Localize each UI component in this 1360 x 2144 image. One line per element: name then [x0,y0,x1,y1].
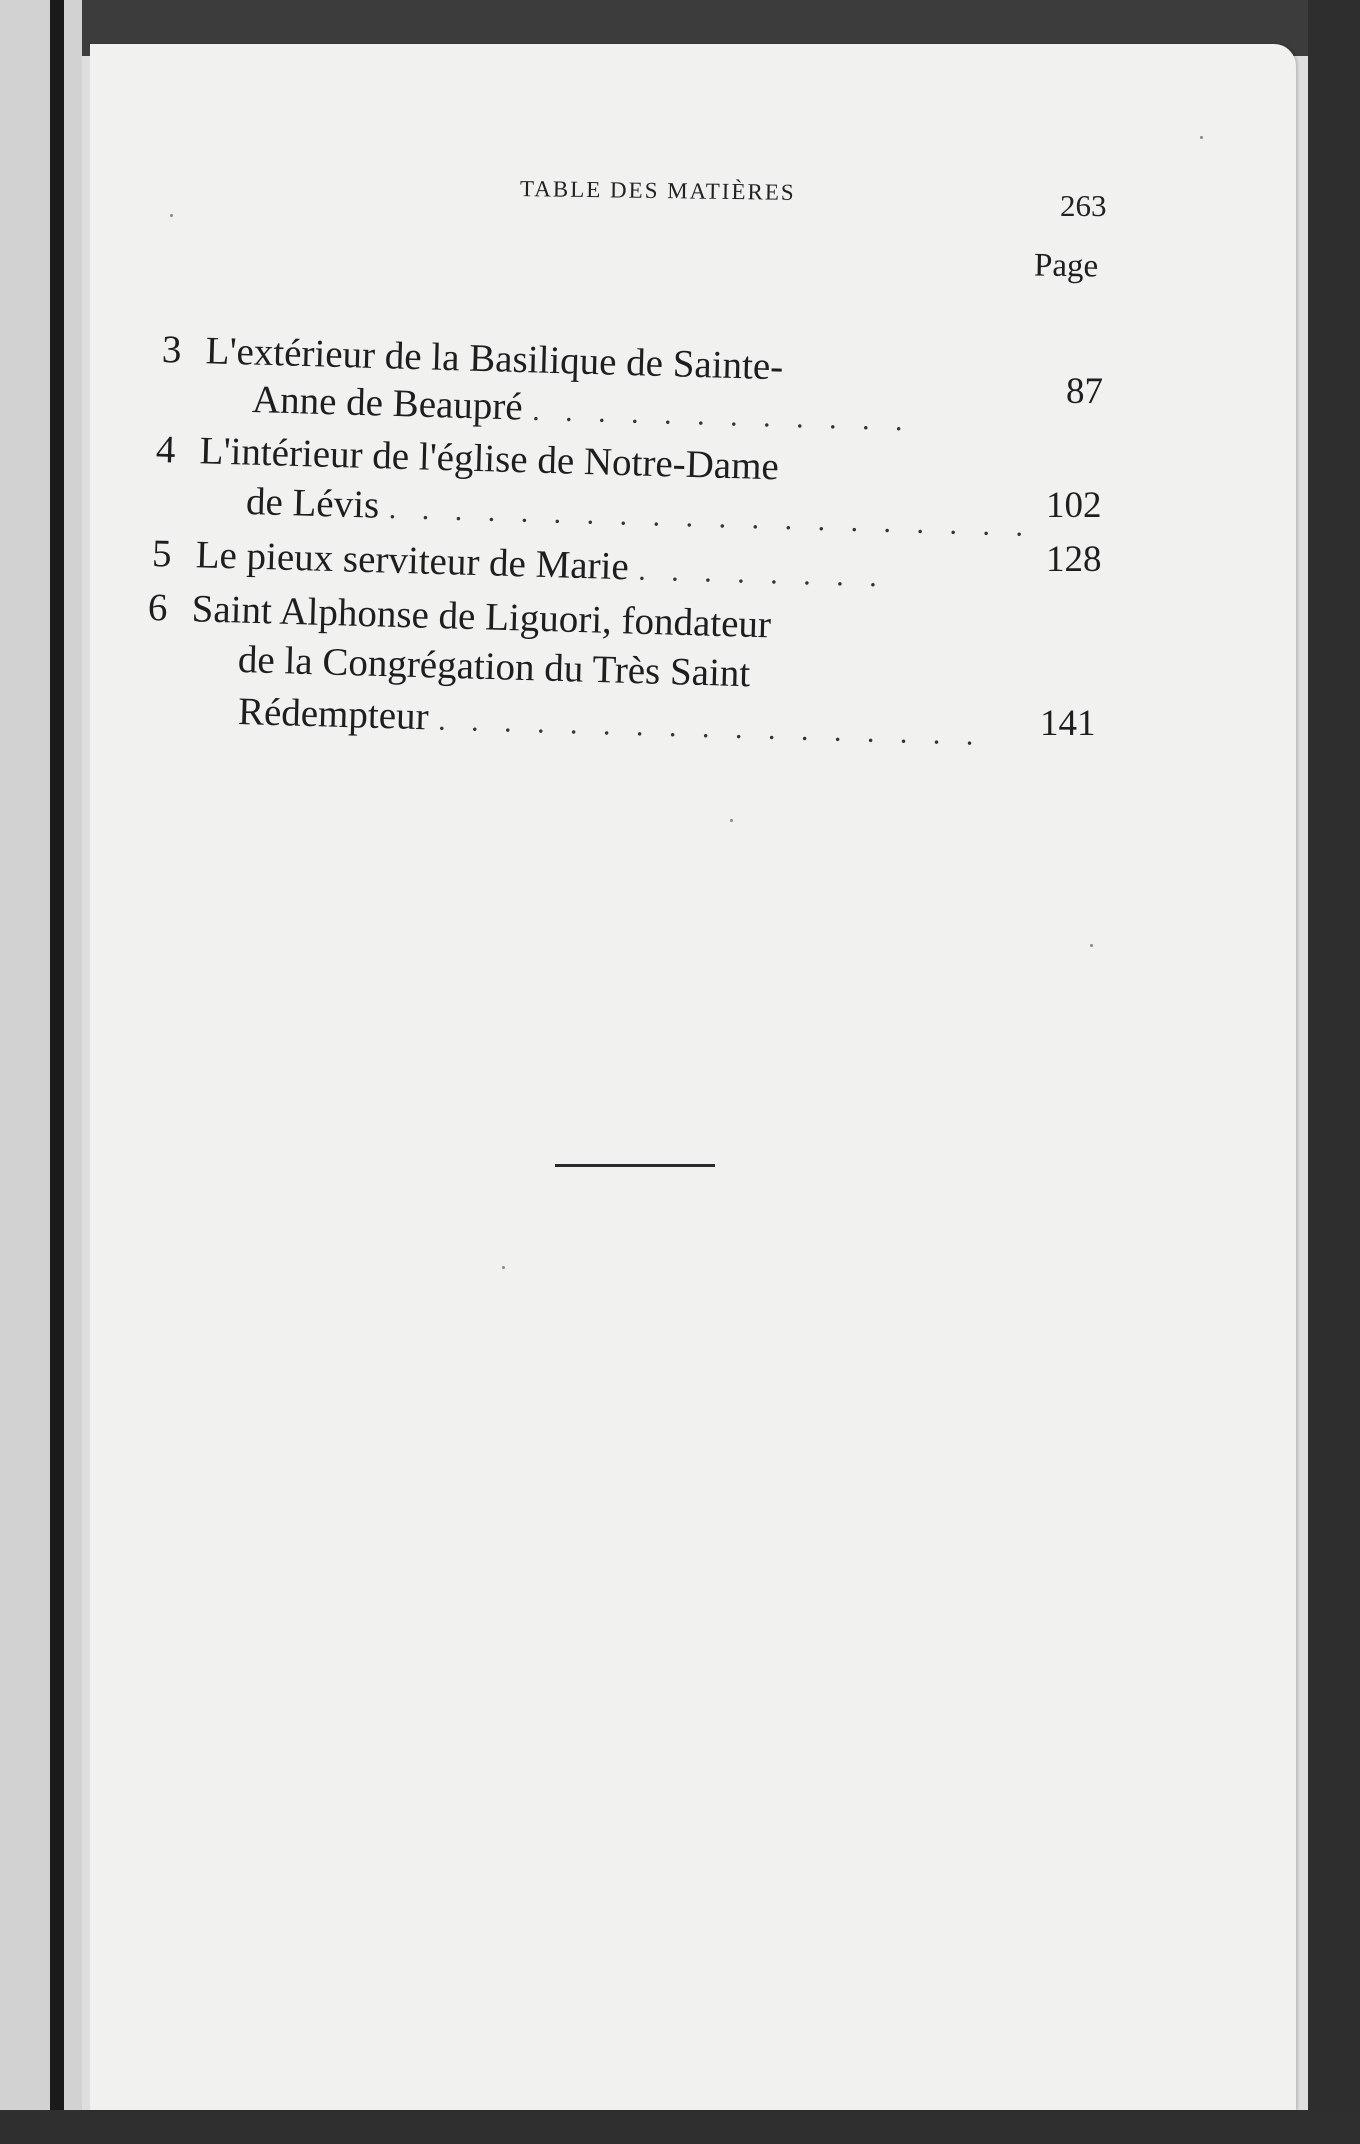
dot-leader: . . . . . . . . . . . . [531,393,913,438]
toc-entry-number: 4 [155,428,177,472]
table-of-contents [90,44,1296,844]
scan-bottom-border [0,2110,1360,2144]
scan-right-border [1308,0,1360,2144]
toc-entry-6-line-3 [237,688,983,760]
toc-entry-page: 102 [1046,485,1102,526]
toc-entry-title-cont: de Lévis [245,480,380,527]
paper-speck [1200,136,1203,139]
running-title: TABLE DES MATIÈRES [519,176,796,205]
section-divider-rule [555,1164,715,1167]
toc-entry-title-cont: Rédempteur [237,690,430,739]
page-column-label: Page [1033,247,1099,285]
paper-speck [1090,944,1093,947]
dot-leader: . . . . . . . . [637,553,887,594]
toc-entry-page: 87 [1066,371,1103,412]
facing-page-edge [0,0,82,2144]
paper-speck [170,214,173,217]
book-spine-shadow [50,0,64,2144]
toc-entry-title-cont: Anne de Beaupré [251,378,524,429]
dot-leader: . . . . . . . . . . . . . . . . . . . . [388,491,1033,543]
toc-entry-title: L'extérieur de la Basilique de Sainte- [205,329,784,389]
book-page [90,44,1296,2110]
toc-entry-number: 5 [151,532,173,576]
toc-entry-title: Saint Alphonse de Liguori, fondateur [191,587,772,647]
page-number: 263 [1060,188,1107,223]
toc-entry-number: 3 [161,328,183,372]
toc-entry-page: 141 [1040,703,1096,744]
toc-entry-page: 128 [1046,539,1102,580]
toc-entry-title: L'intérieur de l'église de Notre-Dame [199,429,780,489]
dot-leader: . . . . . . . . . . . . . . . . . [437,703,984,752]
paper-speck [502,1266,505,1269]
toc-entry-title: Le pieux serviteur de Marie [195,533,630,589]
paper-speck [730,819,733,822]
toc-entry-title-cont: de la Congrégation du Très Saint [237,638,751,696]
toc-entry-number: 6 [147,586,169,630]
